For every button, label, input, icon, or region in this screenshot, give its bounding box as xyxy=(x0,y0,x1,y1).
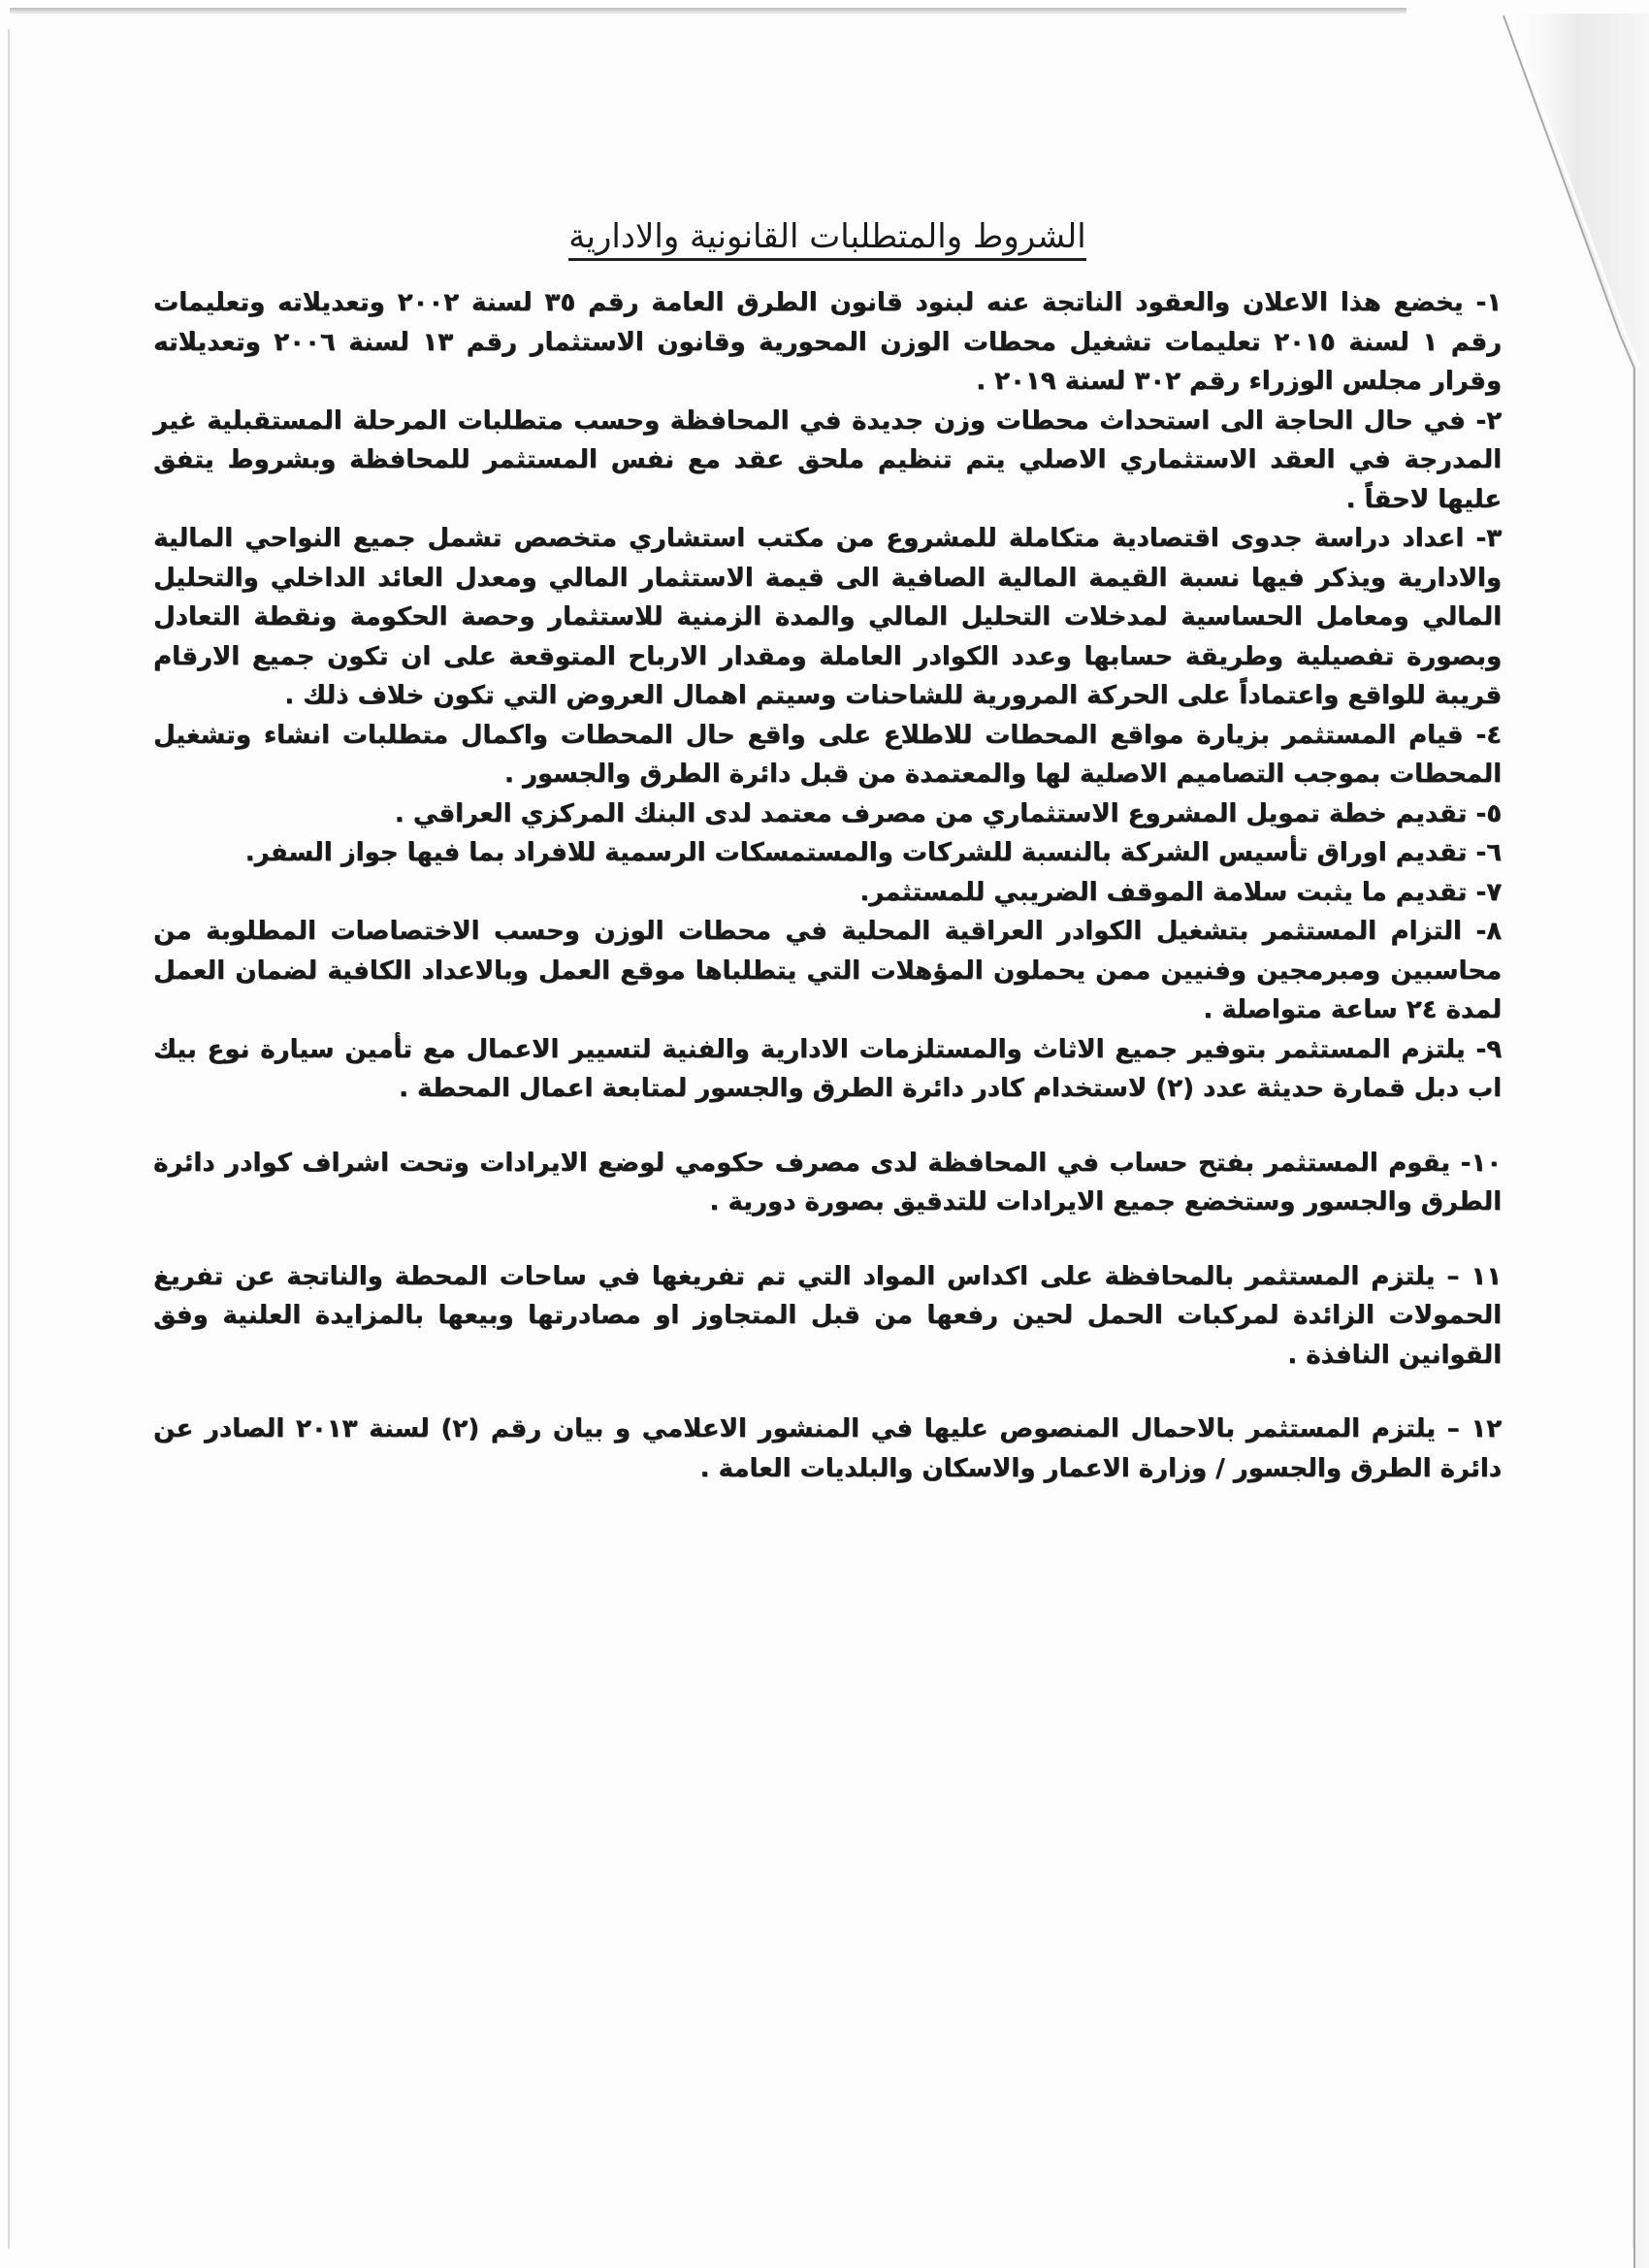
clause-number: ١- xyxy=(1475,288,1502,318)
clause-number: ٨- xyxy=(1475,917,1502,947)
spacer xyxy=(153,1222,1502,1257)
clause-text: يخضع هذا الاعلان والعقود الناتجة عنه لبنود قانون الطرق العامة رقم ٣٥ لسنة ٢٠٠٢ وتعديلاته وتعليمات رقم ١ لسنة ٢٠١٥ تعليمات تشغيل محطات الوزن المحورية وقانون الاستثمار رقم ١٣ لسنة ٢٠٠٦ وتعديلاته وقرار مجلس الوزراء رقم ٣٠٢ لسنة ٢٠١٩ . xyxy=(153,288,1502,397)
clause-2 xyxy=(153,402,1502,520)
clause-number: ٤- xyxy=(1475,720,1502,750)
clause-4 xyxy=(153,716,1502,794)
clause-number: ٣- xyxy=(1475,524,1502,554)
clause-6 xyxy=(153,833,1502,873)
paper-left-edge xyxy=(8,29,10,2249)
clause-5 xyxy=(153,794,1502,834)
clause-number: ١١ – xyxy=(1446,1261,1502,1291)
clause-number: ٢- xyxy=(1475,405,1502,436)
spacer xyxy=(153,1375,1502,1409)
clause-text: تقديم اوراق تأسيس الشركة بالنسبة للشركات والمستمسكات الرسمية للافراد بما فيها جواز السفر. xyxy=(244,838,1468,868)
clause-number: ٦- xyxy=(1475,838,1502,868)
clause-number: ١٠- xyxy=(1460,1148,1502,1178)
clause-text: تقديم خطة تمويل المشروع الاستثماري من مصرف معتمد لدى البنك المركزي العراقي . xyxy=(394,798,1468,828)
paper-right-edge xyxy=(1633,369,1635,2249)
clause-9 xyxy=(153,1030,1502,1109)
clause-8 xyxy=(153,912,1502,1030)
clause-number: ٥- xyxy=(1475,798,1502,828)
clause-3 xyxy=(153,519,1502,716)
clause-text: التزام المستثمر بتشغيل الكوادر العراقية المحلية في محطات الوزن وحسب الاختصاصات المطلوبة من محاسبين ومبرمجين وفنيين ممن يحملون المؤهلات التي يتطلباها موقع العمل وبالاعداد الكافية لضمان العمل لمدة ٢٤ ساعة متواصلة . xyxy=(153,917,1502,1025)
clause-text: يلتزم المستثمر بالمحافظة على اكداس المواد التي تم تفريغها في ساحات المحطة والناتجة عن تفريغ الحمولات الزائدة لمركبات الحمل لحين رفعها من قبل المتجاوز او مصادرتها وبيعها بالمزايدة العلنية وفق القوانين النافذة . xyxy=(153,1261,1502,1370)
clause-number: ٩- xyxy=(1475,1034,1502,1064)
clause-1 xyxy=(153,283,1502,402)
paper-top-edge xyxy=(10,8,1406,14)
clause-text: قيام المستثمر بزيارة مواقع المحطات للاطلاع على واقع حال المحطات واكمال متطلبات انشاء وتشغيل المحطات بموجب التصاميم الاصلية لها والمعتمدة من قبل دائرة الطرق والجسور . xyxy=(153,720,1502,790)
clause-text: تقديم ما يثبت سلامة الموقف الضريبي للمستثمر. xyxy=(859,877,1468,907)
document-body xyxy=(153,215,1502,1488)
clause-12 xyxy=(153,1409,1502,1488)
clause-text: يلتزم المستثمر بالاحمال المنصوص عليها في المنشور الاعلامي و بيان رقم (٢) لسنة ٢٠١٣ الصادر عن دائرة الطرق والجسور / وزارة الاعمار والاسكان والبلديات العامة . xyxy=(153,1414,1502,1483)
clause-text: اعداد دراسة جدوى اقتصادية متكاملة للمشروع من مكتب استشاري متخصص تشمل جميع النواحي المالية والادارية ويذكر فيها نسبة القيمة المالية الصافية الى قيمة الاستثمار المالي ومعدل العائد الداخلي والتحليل المالي ومعامل الحساسية لمدخلات التحليل المالي والمدة الزمنية للاستثمار وحصة الحكومة ونقطة التعادل وبصورة تفصيلية وطريقة حسابها وعدد الكوادر العاملة ومقدار الارباح المتوقعة على ان تكون جميع الارقام قريبة للواقع واعتماداً على الحركة المرورية للشاحنات وسيتم اهمال العروض التي تكون خلاف ذلك . xyxy=(153,524,1502,711)
clause-text: يقوم المستثمر بفتح حساب في المحافظة لدى مصرف حكومي لوضع الايرادات وتحت اشراف كوادر دائرة الطرق والجسور وستخضع جميع الايرادات للتدقيق بصورة دورية . xyxy=(153,1148,1502,1217)
clause-text: يلتزم المستثمر بتوفير جميع الاثاث والمستلزمات الادارية والفنية لتسيير الاعمال مع تأمين سيارة نوع بيك اب دبل قمارة حديثة عدد (٢) لاستخدام كادر دائرة الطرق والجسور لمتابعة اعمال المحطة . xyxy=(153,1034,1502,1104)
spacer xyxy=(153,1109,1502,1144)
clause-11 xyxy=(153,1257,1502,1376)
clause-number: ١٢ – xyxy=(1446,1414,1502,1444)
clause-7 xyxy=(153,873,1502,913)
clause-10 xyxy=(153,1144,1502,1222)
clause-text: في حال الحاجة الى استحداث محطات وزن جديدة في المحافظة وحسب متطلبات المرحلة المستقبلية غير المدرجة في العقد الاستثماري الاصلي يتم تنظيم ملحق عقد مع نفس المستثمر للمحافظة وبشروط يتفق عليها لاحقاً . xyxy=(153,405,1502,514)
clause-number: ٧- xyxy=(1475,877,1502,907)
document-title: الشروط والمتطلبات القانونية والادارية xyxy=(153,215,1502,258)
